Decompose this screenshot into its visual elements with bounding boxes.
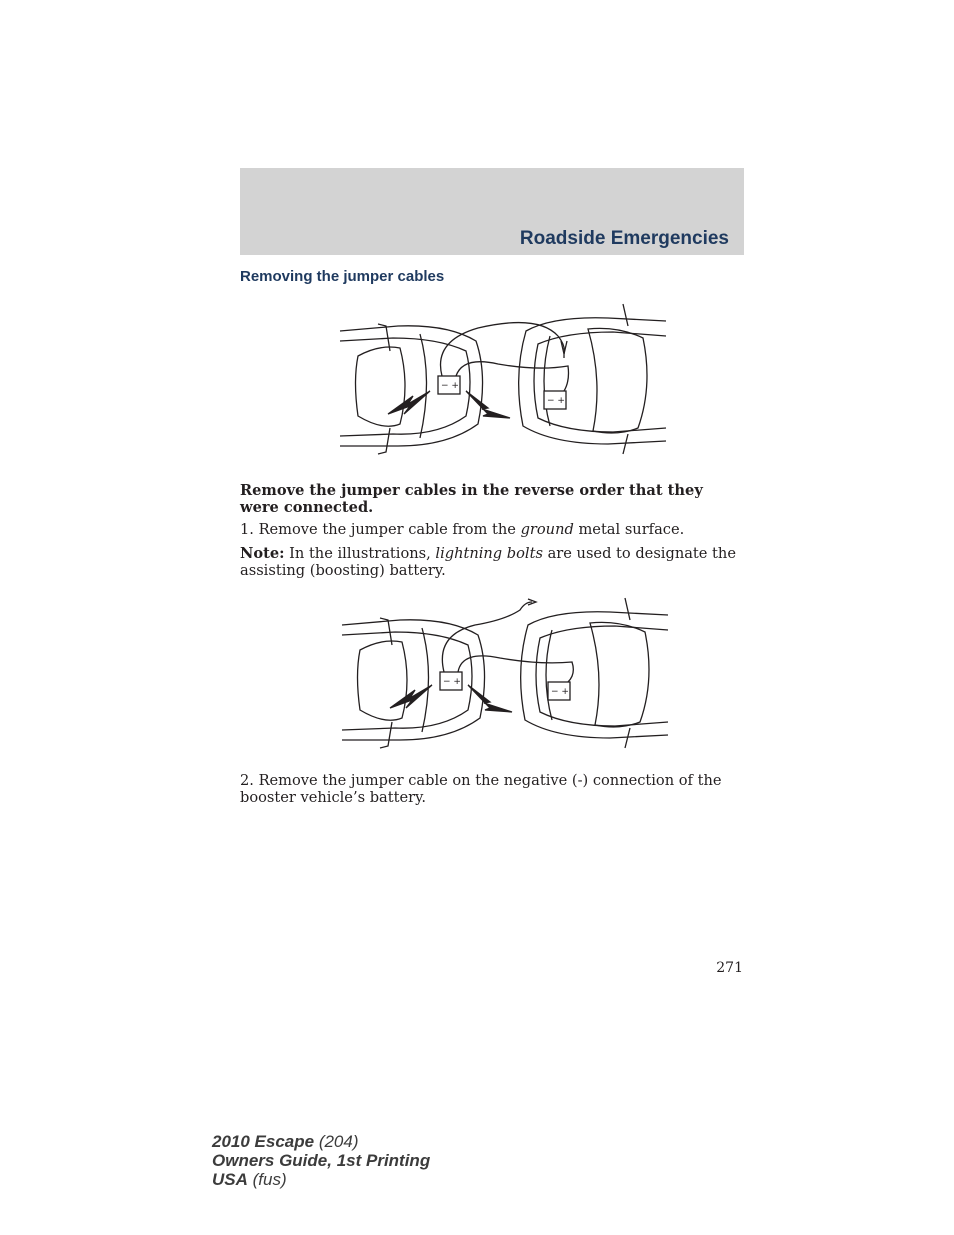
jumper-cable: [456, 362, 569, 391]
lightning-bolt-icon: [390, 685, 432, 708]
lightning-bolt-icon: [466, 391, 510, 418]
booster-car-outline: [521, 612, 668, 738]
jumper-cable: [458, 656, 573, 682]
svg-text:− +: − +: [441, 381, 459, 391]
instruction-text: Remove the jumper cables in the reverse order that they were connected.: [240, 482, 703, 516]
jumper-cable: [442, 602, 532, 672]
svg-text:− +: − +: [547, 396, 565, 406]
section-header-band: [240, 168, 744, 255]
step-1-text: 1. Remove the jumper cable from the ground metal surface.: [240, 521, 685, 538]
footer-line-2: Owners Guide, 1st Printing: [212, 1151, 431, 1170]
note-text: Note: In the illustrations, lightning bolts are used to designate the assisting (boosting) battery.: [240, 545, 736, 579]
jumper-cable-illustration-1: [338, 296, 668, 466]
svg-text:− +: − +: [551, 687, 569, 697]
booster-car-outline: [519, 318, 666, 444]
jumper-cable-illustration-2: [340, 590, 670, 760]
page-number: 271: [716, 960, 743, 976]
step-2-text: 2. Remove the jumper cable on the negative (-) connection of the booster vehicle’s battery.: [240, 772, 722, 806]
footer: [212, 1132, 430, 1189]
section-title: Roadside Emergencies: [519, 228, 729, 249]
svg-text:− +: − +: [443, 677, 461, 687]
disabled-car-outline: [342, 620, 485, 740]
footer-line-1: 2010 Escape (204): [212, 1132, 359, 1151]
lightning-bolt-icon: [388, 391, 430, 414]
footer-line-3: USA (fus): [212, 1170, 287, 1189]
lightning-bolt-icon: [468, 685, 512, 712]
subsection-heading: Removing the jumper cables: [240, 268, 445, 285]
disabled-car-outline: [340, 326, 483, 446]
